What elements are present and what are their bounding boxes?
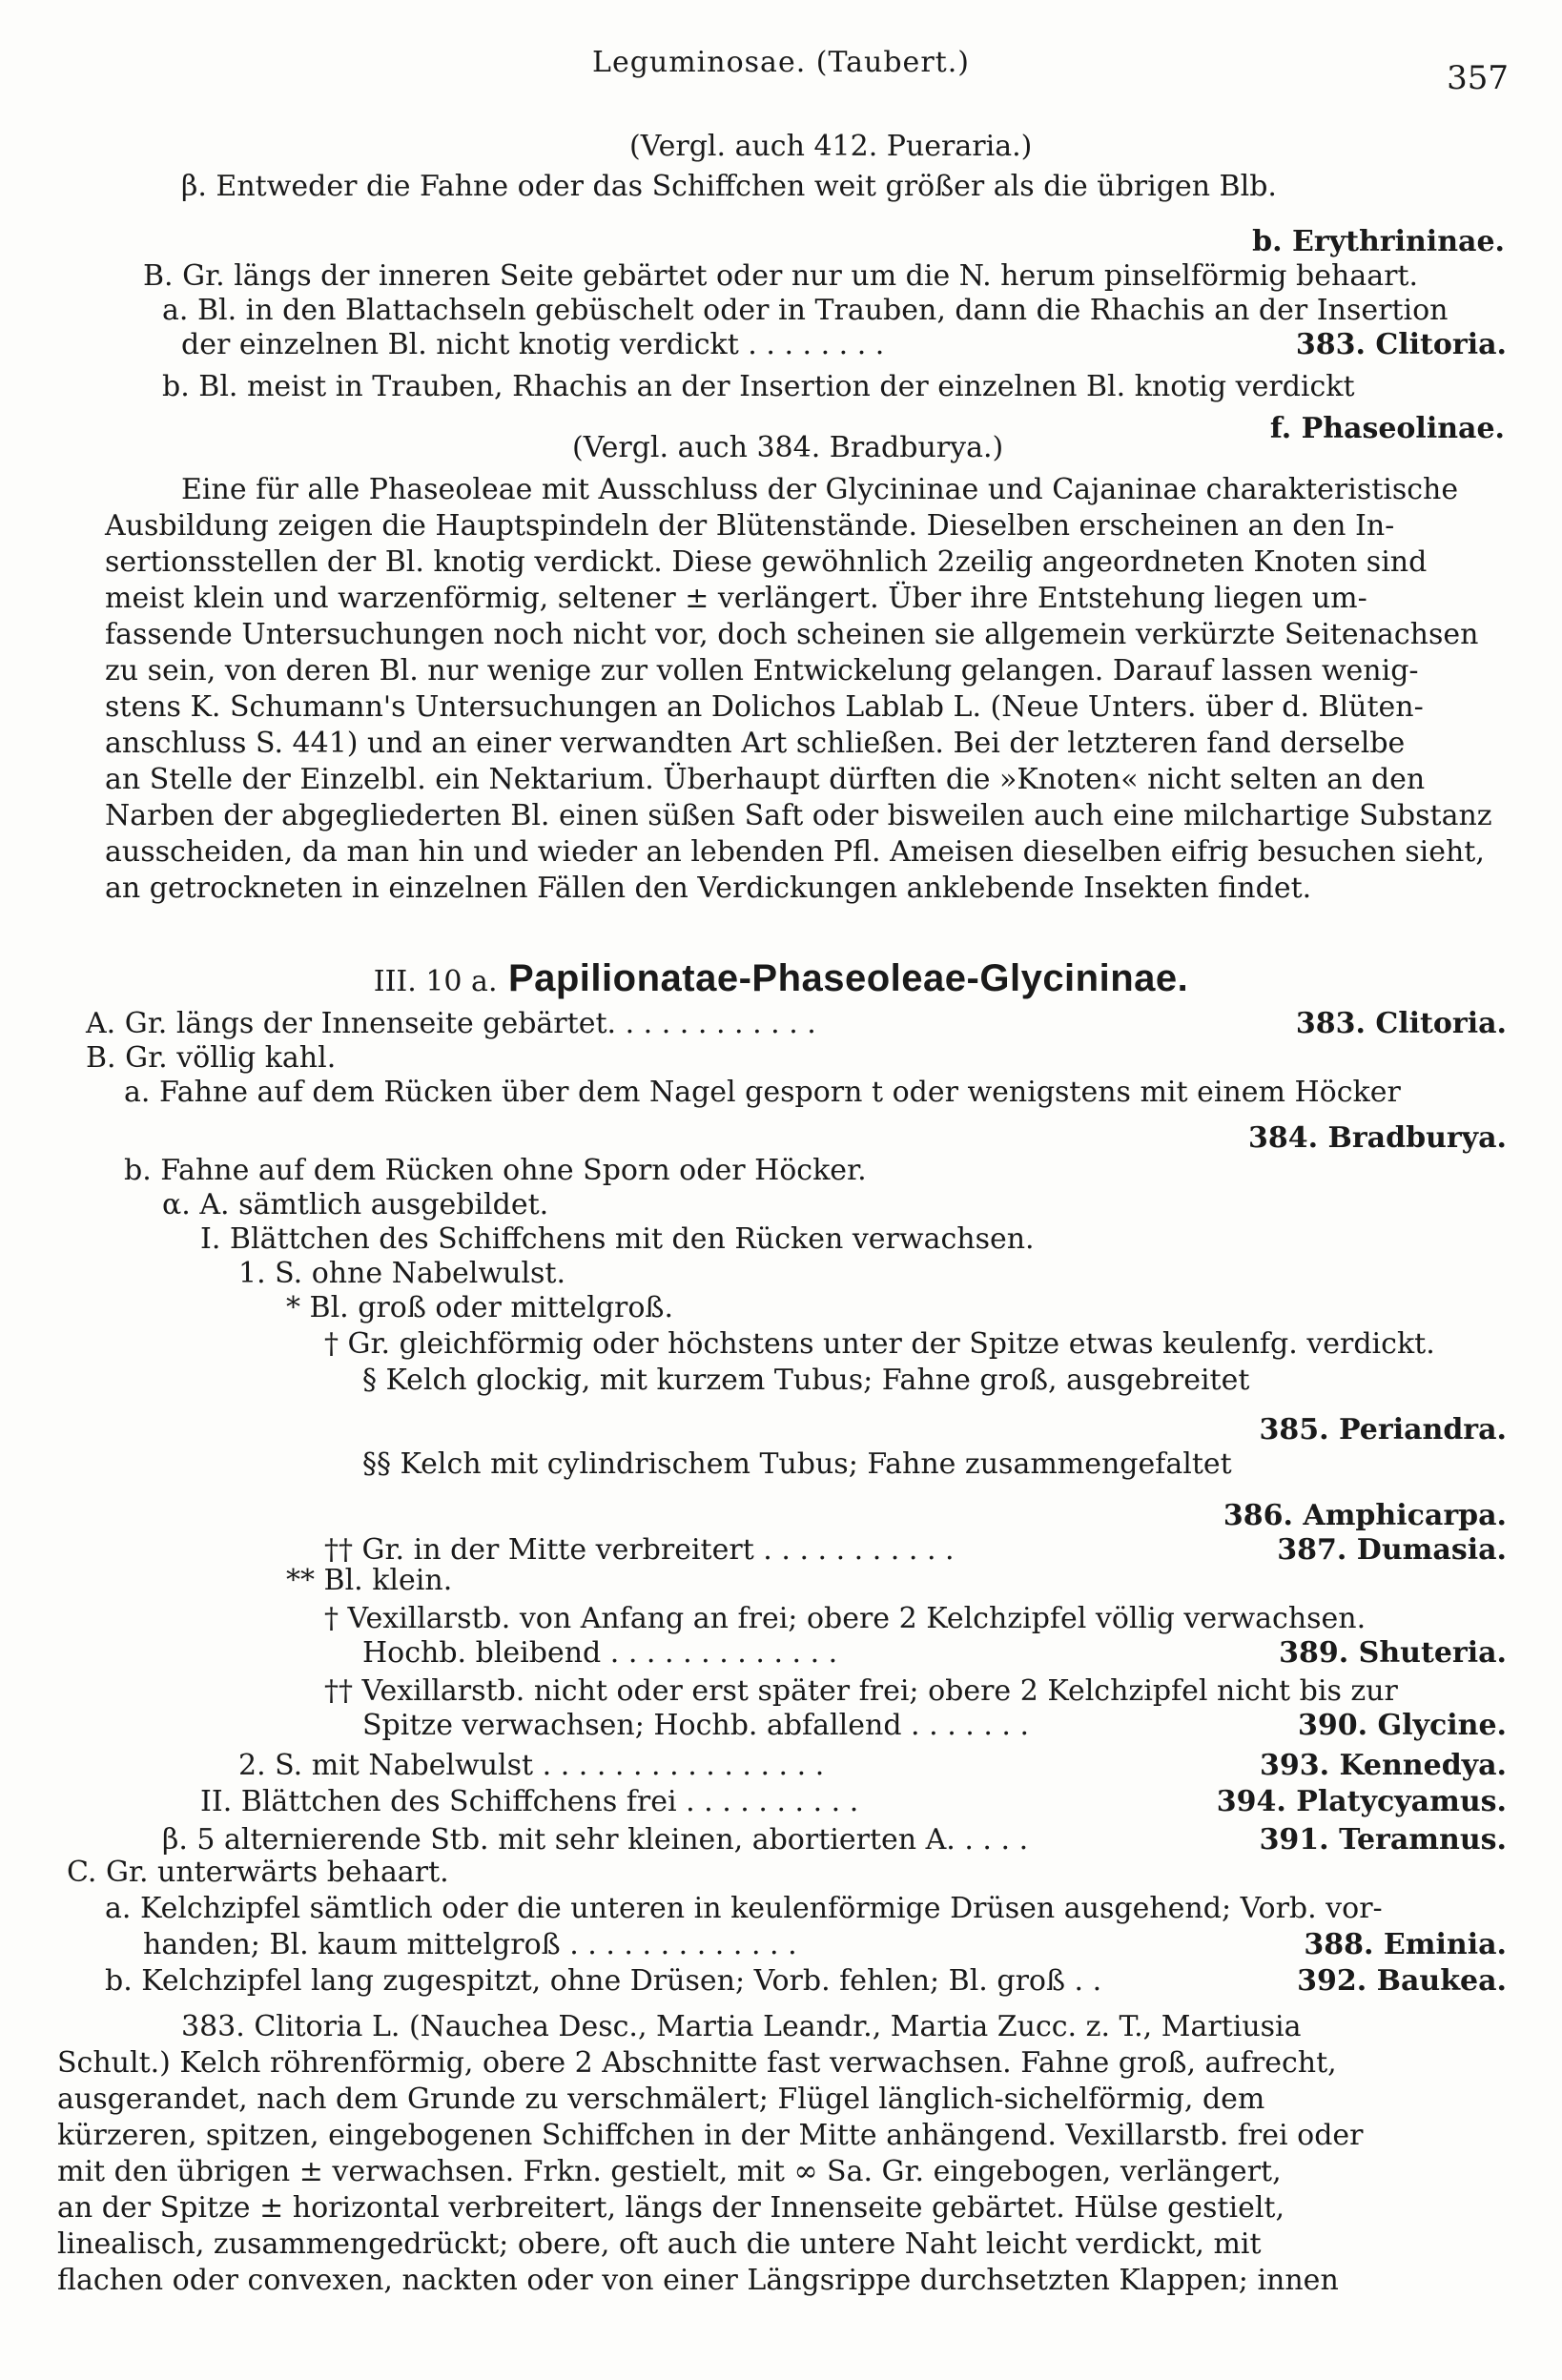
subtribe-label: b. Erythrininae. (1252, 225, 1505, 258)
genus-reference: 394. Platycyamus. (1216, 1785, 1507, 1818)
subtribe-heading (1252, 225, 1505, 259)
subtribe-label: f. Phaseolinae. (1269, 412, 1505, 445)
genus-reference: 386. Amphicarpa. (1223, 1499, 1507, 1532)
key-text: b. Kelchzipfel lang zugespitzt, ohne Drüsen; Vorb. fehlen; Bl. groß . . (105, 1964, 1102, 1998)
key-text: II. Blättchen des Schiffchens frei . . . . . . . . . . (200, 1785, 859, 1818)
genus-line: kürzeren, spitzen, eingebogenen Schiffchen in der Mitte anhängend. Vexillarstb. frei oder (57, 2119, 1364, 2152)
key-line (324, 1602, 1366, 1636)
key-line (324, 1533, 1507, 1568)
genus-reference: 389. Shuteria. (1279, 1636, 1507, 1670)
key-line (143, 1928, 1507, 1962)
key-text: der einzelnen Bl. nicht knotig verdickt . . . . . . . . (181, 328, 885, 361)
key-text: §§ Kelch mit cylindrischem Tubus; Fahne zusammengefaltet (362, 1447, 1232, 1481)
genus-line: flachen oder convexen, nackten oder von einer Längsrippe durchsetzten Klappen; innen (57, 2264, 1339, 2297)
reference-note: (Vergl. auch 384. Bradburya.) (572, 431, 1004, 464)
key-line (286, 1291, 673, 1325)
paragraph-line: ausscheiden, da man hin und wieder an lebenden Pfl. Ameisen dieselben eifrig besuchen sieht, (105, 835, 1485, 869)
key-line (324, 1674, 1398, 1709)
key-line (105, 1964, 1507, 1999)
key-line (124, 1076, 1401, 1110)
key-line (86, 1007, 1507, 1041)
key-line (181, 328, 1507, 362)
genus-reference: 387. Dumasia. (1277, 1533, 1507, 1567)
page-number: 357 (1447, 59, 1509, 97)
key-line (324, 1327, 1435, 1362)
paragraph-line: an Stelle der Einzelbl. ein Nektarium. Überhaupt dürften die »Knoten« nicht selten an den (105, 763, 1426, 796)
key-text: †† Vexillarstb. nicht oder erst später frei; obere 2 Kelchzipfel nicht bis zur (324, 1674, 1398, 1708)
paragraph-line: stens K. Schumann's Untersuchungen an Dolichos Lablab L. (Neue Unters. über d. Blüten- (105, 690, 1424, 724)
key-text: B. Gr. völlig kahl. (86, 1041, 337, 1075)
genus-line: linealisch, zusammengedrückt; obere, oft auch die untere Naht leicht verdickt, mit (57, 2227, 1262, 2261)
genus-line: mit den übrigen ± verwachsen. Frkn. gestielt, mit ∞ Sa. Gr. eingebogen, verlängert, (57, 2155, 1282, 2188)
genus-reference: 384. Bradburya. (1248, 1121, 1507, 1155)
paragraph-line: anschluss S. 441) und an einer verwandten Art schließen. Bei der letzteren fand derselbe (105, 727, 1406, 760)
key-line (362, 1709, 1507, 1743)
paragraph-line: Eine für alle Phaseoleae mit Ausschluss der Glycininae und Cajaninae charakteristische (181, 473, 1459, 506)
key-line (362, 1447, 1232, 1482)
key-text: β. 5 alternierende Stb. mit sehr kleinen, abortierten A. . . . . (162, 1823, 1029, 1857)
section-title: Papilionatae-Phaseoleae-Glycininae. (507, 957, 1189, 999)
key-line: b. Bl. meist in Trauben, Rhachis an der Insertion der einzelnen Bl. knotig verdickt (162, 370, 1355, 403)
key-line (162, 1823, 1507, 1857)
key-text: b. Fahne auf dem Rücken ohne Sporn oder Höcker. (124, 1154, 867, 1187)
key-line (200, 1222, 1035, 1257)
key-line (238, 1257, 565, 1291)
key-text: Hochb. bleibend . . . . . . . . . . . . . (362, 1636, 838, 1670)
reference-note: (Vergl. auch 412. Pueraria.) (629, 130, 1033, 163)
key-text: * Bl. groß oder mittelgroß. (286, 1291, 674, 1324)
section-heading (0, 957, 1562, 1000)
key-text: I. Blättchen des Schiffchens mit den Rücken verwachsen. (200, 1222, 1035, 1256)
key-text: Spitze verwachsen; Hochb. abfallend . . . . . . . (362, 1709, 1030, 1742)
key-line (67, 1856, 449, 1890)
key-line: a. Bl. in den Blattachseln gebüschelt oder in Trauben, dann die Rhachis an der Insertion (162, 294, 1449, 327)
genus-reference: 393. Kennedya. (1259, 1749, 1507, 1782)
key-text: a. Kelchzipfel sämtlich oder die unteren in keulenförmige Drüsen ausgehend; Vorb. vor- (105, 1892, 1383, 1925)
key-text: 2. S. mit Nabelwulst . . . . . . . . . . . . . . . . (238, 1749, 825, 1782)
running-title: Leguminosae. (Taubert.) (592, 46, 970, 79)
genus-reference: 385. Periandra. (1259, 1413, 1507, 1446)
key-line (124, 1154, 867, 1188)
key-text: ** Bl. klein. (286, 1564, 453, 1597)
paragraph-line: Ausbildung zeigen die Hauptspindeln der Blütenstände. Dieselben erscheinen an den In- (105, 509, 1395, 543)
key-line (162, 1188, 548, 1222)
key-text: †† Gr. in der Mitte verbreitert . . . . . . . . . . . (324, 1533, 955, 1567)
genus-line: 383. Clitoria L. (Nauchea Desc., Martia Leandr., Martia Zucc. z. T., Martiusia (181, 2010, 1302, 2043)
key-text: handen; Bl. kaum mittelgroß . . . . . . . . . . . . . (143, 1928, 797, 1961)
subtribe-heading (1270, 412, 1505, 446)
key-line (362, 1364, 1249, 1398)
key-text: † Vexillarstb. von Anfang an frei; obere 2 Kelchzipfel völlig verwachsen. (324, 1602, 1367, 1635)
key-text: C. Gr. unterwärts behaart. (67, 1856, 449, 1889)
key-line (286, 1564, 452, 1598)
paragraph-line: Narben der abgegliederten Bl. einen süßen Saft oder bisweilen auch eine milchartige Substanz (105, 799, 1492, 832)
genus-reference: 392. Baukea. (1297, 1964, 1507, 1998)
genus-line: ausgerandet, nach dem Grunde zu verschmälert; Flügel länglich-sichelförmig, dem (57, 2082, 1265, 2116)
key-line (362, 1636, 1507, 1671)
key-line (200, 1785, 1507, 1819)
paragraph-line: fassende Untersuchungen noch nicht vor, doch scheinen sie allgemein verkürzte Seitenachsen (105, 618, 1479, 651)
paragraph-line: sertionsstellen der Bl. knotig verdickt. Diese gewöhnlich 2zeilig angeordneten Knoten sind (105, 545, 1428, 579)
key-line (238, 1749, 1507, 1783)
genus-reference: 388. Eminia. (1304, 1928, 1507, 1961)
key-text: α. A. sämtlich ausgebildet. (162, 1188, 549, 1221)
genus-reference: 390. Glycine. (1298, 1709, 1507, 1742)
key-text: § Kelch glockig, mit kurzem Tubus; Fahne groß, ausgebreitet (362, 1364, 1250, 1397)
genus-line: Schult.) Kelch röhrenförmig, obere 2 Abschnitte fast verwachsen. Fahne groß, aufrecht, (57, 2046, 1337, 2080)
key-line (86, 1041, 336, 1076)
key-text: A. Gr. längs der Innenseite gebärtet. . . . . . . . . . . . (86, 1007, 816, 1040)
key-text: 1. S. ohne Nabelwulst. (238, 1257, 565, 1290)
section-number: III. 10 a. (373, 965, 498, 998)
key-text: a. Fahne auf dem Rücken über dem Nagel gesporn t oder wenigstens mit einem Höcker (124, 1076, 1401, 1109)
key-line: B. Gr. längs der inneren Seite gebärtet oder nur um die N. herum pinselförmig behaart. (143, 259, 1419, 293)
key-line (105, 1892, 1383, 1926)
paragraph-line: meist klein und warzenförmig, seltener ± verlängert. Über ihre Entstehung liegen um- (105, 582, 1367, 615)
genus-reference: 383. Clitoria. (1295, 1007, 1507, 1040)
key-text: † Gr. gleichförmig oder höchstens unter der Spitze etwas keulenfg. verdickt. (324, 1327, 1435, 1361)
paragraph-line: an getrockneten in einzelnen Fällen den Verdickungen anklebende Insekten findet. (105, 872, 1312, 905)
genus-reference: 383. Clitoria. (1295, 328, 1507, 361)
key-line: β. Entweder die Fahne oder das Schiffchen weit größer als die übrigen Blb. (181, 170, 1277, 203)
genus-line: an der Spitze ± horizontal verbreitert, längs der Innenseite gebärtet. Hülse gestielt, (57, 2191, 1285, 2225)
paragraph-line: zu sein, von deren Bl. nur wenige zur vollen Entwickelung gelangen. Darauf lassen wenig- (105, 654, 1419, 687)
genus-reference: 391. Teramnus. (1259, 1823, 1507, 1857)
